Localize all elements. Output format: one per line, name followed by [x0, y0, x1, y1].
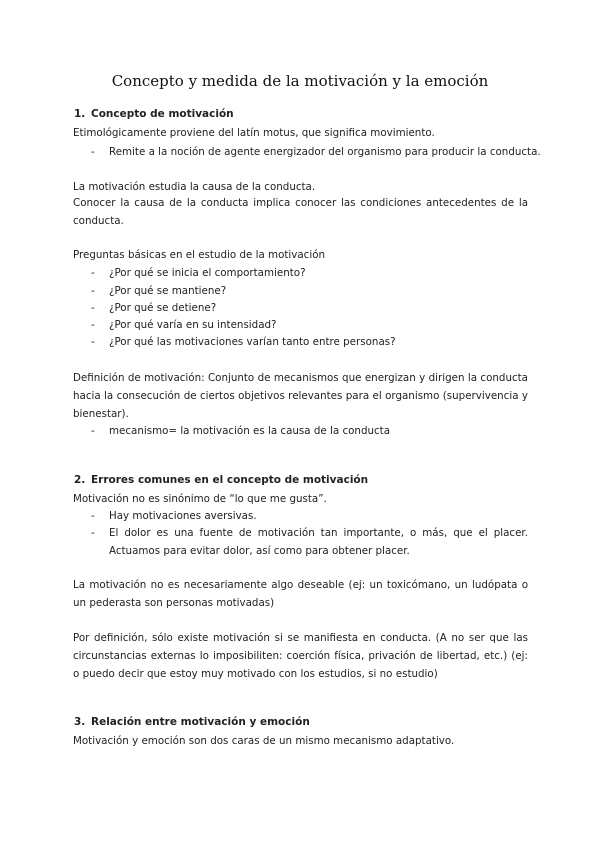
- bullet-text: El dolor es una fuente de motivación tan importante, o más, que el placer. Actuamos para evitar dolor, así como para obtener placer.: [109, 527, 528, 557]
- question-text: ¿Por qué se mantiene?: [109, 285, 227, 297]
- list-item: [91, 524, 528, 560]
- section-1-heading: [74, 108, 234, 120]
- bullet-dash: -: [91, 146, 95, 158]
- paragraph: La motivación estudia la causa de la conducta.: [73, 181, 316, 193]
- questions-intro: Preguntas básicas en el estudio de la motivación: [73, 249, 326, 261]
- bullet-dash: -: [91, 336, 95, 348]
- section-3-heading: [74, 716, 310, 728]
- etymology-text: Etimológicamente proviene del latín motus, que significa movimiento.: [73, 127, 435, 139]
- section-1-title: Concepto de motivación: [91, 108, 234, 120]
- document-title: Concepto y medida de la motivación y la emoción: [111, 72, 489, 90]
- question-text: ¿Por qué varía en su intensidad?: [109, 319, 277, 331]
- bullet-dash: -: [91, 302, 95, 314]
- question-text: ¿Por qué se detiene?: [109, 302, 217, 314]
- bullet-dash: -: [91, 527, 95, 539]
- paragraph: Motivación no es sinónimo de “lo que me gusta”.: [73, 493, 327, 505]
- question-text: ¿Por qué se inicia el comportamiento?: [109, 267, 306, 279]
- section-2-number: 2.: [74, 474, 86, 486]
- bullet-dash: -: [91, 267, 95, 279]
- section-3-title: Relación entre motivación y emoción: [91, 716, 310, 728]
- paragraph: Por definición, sólo existe motivación si se manifiesta en conducta. (A no ser que las circunstancias externas lo imposibiliten: coerción física, privación de libertad, etc.) (ej: o puedo decir que estoy muy motivado con los estudios, si no estudio): [73, 632, 528, 680]
- section-2-heading: [74, 474, 369, 486]
- bullet-dash: -: [91, 285, 95, 297]
- definition-bullet-text: mecanismo= la motivación es la causa de la conducta: [109, 425, 391, 437]
- bullet-dash: -: [91, 319, 95, 331]
- section-3-number: 3.: [74, 716, 86, 728]
- section-1-number: 1.: [74, 108, 86, 120]
- question-text: ¿Por qué las motivaciones varían tanto entre personas?: [109, 336, 396, 348]
- bullet-dash: -: [91, 510, 95, 522]
- paragraph: La motivación no es necesariamente algo deseable (ej: un toxicómano, un ludópata o un pederasta son personas motivadas): [73, 579, 528, 609]
- bullet-dash: -: [91, 425, 95, 437]
- definition-paragraph: Definición de motivación: Conjunto de mecanismos que energizan y dirigen la conducta hacia la consecución de ciertos objetivos relevantes para el organismo (supervivencia y bienestar).: [73, 372, 528, 420]
- bullet-text: Hay motivaciones aversivas.: [109, 510, 257, 522]
- paragraph: Conocer la causa de la conducta implica conocer las condiciones antecedentes de la conducta.: [73, 197, 528, 227]
- paragraph: Motivación y emoción son dos caras de un mismo mecanismo adaptativo.: [73, 735, 455, 747]
- etymology-bullet-text: Remite a la noción de agente energizador del organismo para producir la conducta.: [109, 146, 541, 158]
- section-2-title: Errores comunes en el concepto de motivación: [91, 474, 369, 486]
